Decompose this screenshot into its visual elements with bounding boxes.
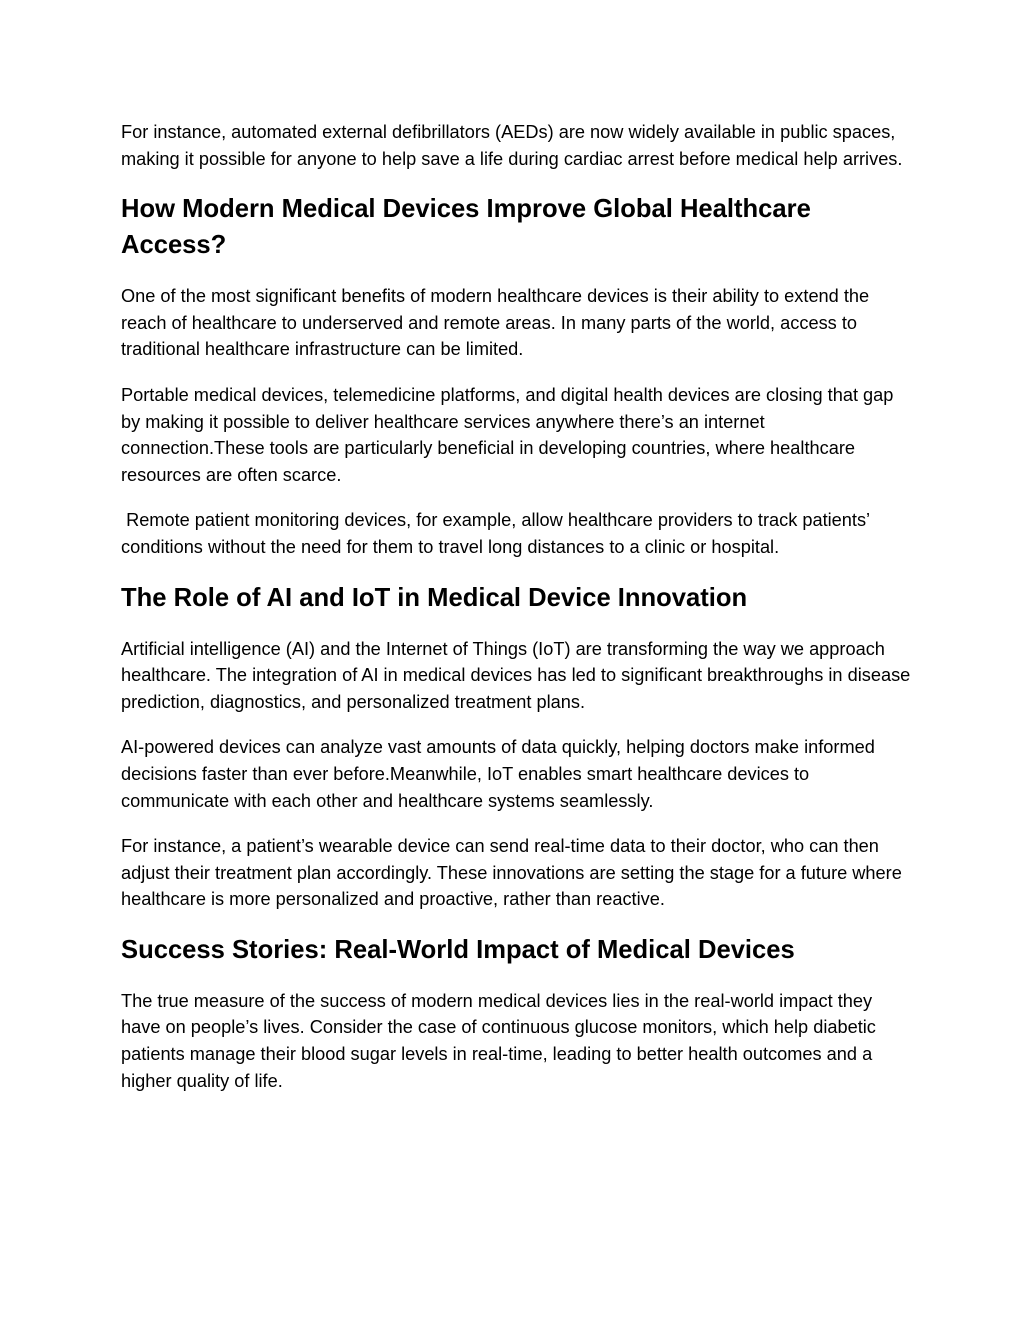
ai-iot-paragraph-1: Artificial intelligence (AI) and the Internet of Things (IoT) are transforming the way we approach healthcare. The integration of AI in medical devices has led to significant breakthroughs in disease prediction, diagnostics, and personalized treatment plans. [121, 638, 916, 712]
heading-ai-iot: The Role of AI and IoT in Medical Device Innovation [121, 583, 748, 612]
success-paragraph-1: The true measure of the success of modern medical devices lies in the real-world impact they have on people’s lives. Consider the case of continuous glucose monitors, which help diabetic patients manage their blood sugar levels in real-time, leading to better health outcomes and a higher quality of life. [121, 990, 881, 1091]
access-paragraph-1: One of the most significant benefits of modern healthcare devices is their ability to extend the reach of healthcare to underserved and remote areas. In many parts of the world, access to traditional healthcare infrastructure can be limited. [121, 286, 875, 360]
intro-paragraph: For instance, automated external defibrillators (AEDs) are now widely available in public spaces, making it possible for anyone to help save a life during cardiac arrest before medical help arrives. [121, 122, 903, 169]
ai-iot-paragraph-3: For instance, a patient’s wearable device can send real-time data to their doctor, who can then adjust their treatment plan accordingly. These innovations are setting the stage for a future where healthcare is more personalized and proactive, rather than reactive. [121, 836, 907, 910]
heading-success-stories: Success Stories: Real-World Impact of Medical Devices [121, 935, 795, 964]
access-paragraph-2: Portable medical devices, telemedicine platforms, and digital health devices are closing that gap by making it possible to deliver healthcare services anywhere there’s an internet connection.These tools are particularly beneficial in developing countries, where healthcare resources are often scarce. [121, 384, 899, 485]
ai-iot-paragraph-2: AI-powered devices can analyze vast amounts of data quickly, helping doctors make informed decisions faster than ever before.Meanwhile, IoT enables smart healthcare devices to communicate with each other and healthcare systems seamlessly. [121, 737, 880, 811]
document-body [121, 119, 916, 1113]
heading-global-access: How Modern Medical Devices Improve Global Healthcare Access? [121, 195, 811, 260]
access-paragraph-3: Remote patient monitoring devices, for example, allow healthcare providers to track patients’ conditions without the need for them to travel long distances to a clinic or hospital. [121, 510, 875, 557]
